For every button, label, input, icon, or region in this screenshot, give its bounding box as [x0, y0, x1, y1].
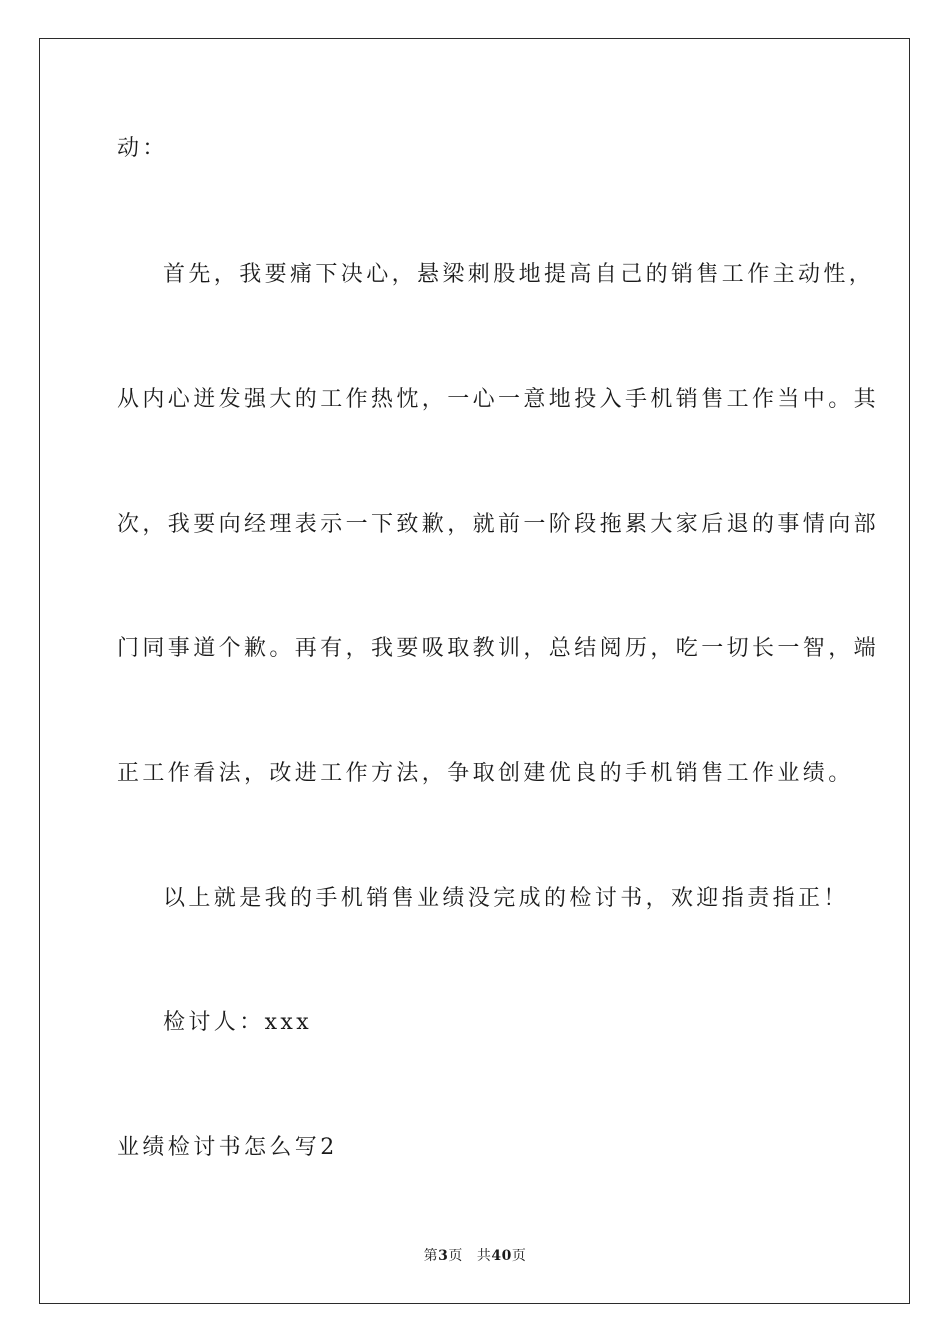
body-text-line: 动： [117, 136, 168, 161]
body-text-line: 正工作看法，改进工作方法，争取创建优良的手机销售工作业绩。 [117, 761, 854, 786]
body-text-line: 门同事道个歉。再有，我要吸取教训，总结阅历，吃一切长一智，端 [117, 636, 880, 661]
section-heading: 业绩检讨书怎么写2 [117, 1135, 338, 1160]
current-page-number: 3 [438, 1248, 449, 1264]
total-suffix: 页 [511, 1248, 527, 1264]
page-suffix: 页 [448, 1248, 463, 1264]
page-footer [0, 1246, 950, 1266]
body-text-line: 次，我要向经理表示一下致歉，就前一阶段拖累大家后退的事情向部 [117, 512, 880, 537]
signature-line: 检讨人：xxx [163, 1010, 313, 1035]
total-prefix: 共 [476, 1248, 492, 1264]
closing-line: 以上就是我的手机销售业绩没完成的检讨书，欢迎指责指正！ [163, 886, 849, 911]
page-border [39, 38, 910, 1304]
total-page-count: 40 [491, 1248, 512, 1264]
body-text-line: 首先，我要痛下决心，悬梁刺股地提高自己的销售工作主动性， [163, 262, 875, 287]
body-text-line: 从内心迸发强大的工作热忱，一心一意地投入手机销售工作当中。其 [117, 387, 880, 412]
page-prefix: 第 [423, 1248, 439, 1264]
